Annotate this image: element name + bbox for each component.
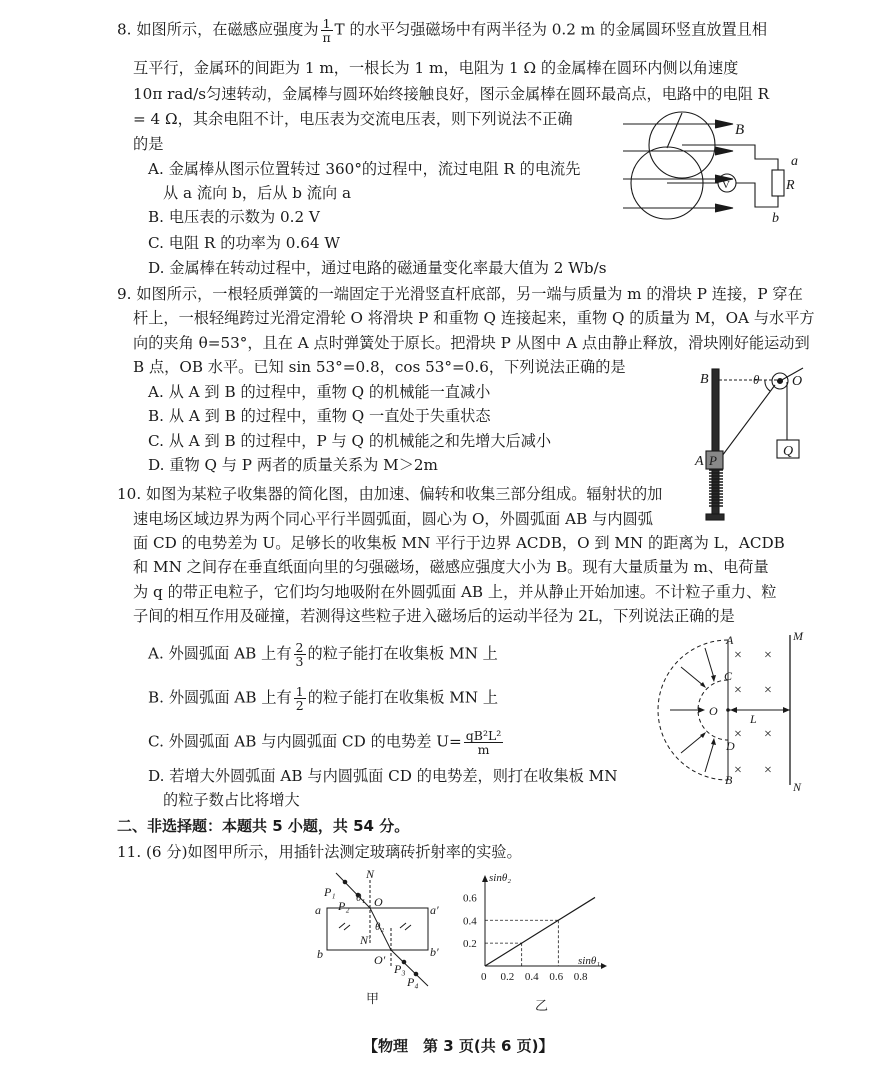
label-N: N (366, 867, 375, 881)
rope-to-P (722, 385, 775, 456)
svg-text:×: × (734, 727, 742, 742)
q11-glass-figure (312, 868, 452, 1008)
q10-line-2: 速电场区域边界为两个同心平行半圆弧面，圆心为 O，外圆弧面 AB 与内圆弧 (133, 510, 653, 528)
section-2-heading: 二、非选择题：本题共 5 小题，共 54 分。 (117, 817, 410, 835)
q10-line-6: 子间的相互作用及碰撞，若测得这些粒子进入磁场后的运动半径为 2L，下列说法正确的是 (133, 607, 735, 625)
pin-P1 (343, 880, 348, 885)
q10-line-1: 10. 如图为某粒子收集器的简化图，由加速、偏转和收集三部分组成。辐射状的加 (117, 485, 663, 503)
distance-label-L: L (750, 712, 757, 726)
point-label-A: A (695, 454, 704, 469)
q9-line-1: 9. 如图所示，一根轻质弹簧的一端固定于光滑竖直杆底部，另一端与质量为 m 的滑块 P 连接，P 穿在 (117, 285, 803, 303)
y-axis-label: sinθ₂ (489, 872, 512, 884)
q8-line-1 (117, 17, 767, 44)
y-tick-label: 0.6 (463, 892, 477, 905)
svg-text:×: × (764, 648, 772, 663)
option-c-fraction: $\frac{\text{qB²L²}}{m}$ (465, 728, 502, 757)
slider-label-P: P (709, 453, 717, 468)
q8-option-b: B. 电压表的示数为 0.2 V (148, 208, 320, 226)
q10-line-5: 为 q 的带正电粒子，它们均匀地吸附在外圆弧面 AB 上，并从静止开始加速。不计粒子重力、粒 (133, 583, 777, 601)
resistor-label: R (786, 178, 795, 193)
q8-fraction: $\frac{1}{\pi}$ (322, 16, 331, 45)
option-b-fraction: $\frac{1}{2}$ (295, 684, 304, 713)
label-P1: P₁ (324, 885, 336, 899)
svg-text:×: × (764, 763, 772, 778)
q8-option-a-1: A. 金属棒从图示位置转过 360°的过程中，流过电阻 R 的电流先 (148, 160, 581, 178)
label-b: b (317, 947, 323, 961)
spring (709, 470, 723, 506)
label-O: O (374, 895, 383, 909)
q9-option-a: A. 从 A 到 B 的过程中，重物 Q 的机械能一直减小 (148, 383, 491, 401)
label-P4: P₄ (407, 975, 419, 989)
y-tick-label: 0.2 (463, 938, 477, 951)
x-tick-label: 0.8 (573, 971, 588, 983)
q9-option-b: B. 从 A 到 B 的过程中，重物 Q 一直处于失重状态 (148, 407, 491, 425)
q11-line-1: 11. (6 分)如图甲所示，用插针法测定玻璃砖折射率的实验。 (117, 843, 522, 861)
q8-line-3: 10π rad/s匀速转动，金属棒与圆环始终接触良好，图示金属棒在圆环最高点，电路中的电阻 R (133, 85, 770, 103)
q9-pulley-figure (695, 362, 815, 527)
point-label-C: C (724, 669, 733, 683)
label-P2: P₂ (338, 899, 350, 913)
q9-line-3: 向的夹角 θ=53°，且在 A 点时弹簧处于原长。把滑块 P 从图中 A 点由静止释放，滑块刚好能运动到 (133, 334, 810, 352)
label-N-prime: N′ (360, 933, 371, 947)
x-tick-label: 0.2 (500, 971, 515, 983)
point-label-A: A (726, 633, 734, 647)
x-tick-label: 0.6 (549, 971, 564, 983)
option-a-fraction: $\frac{2}{3}$ (295, 640, 304, 669)
q10-line-3: 面 CD 的电势差为 U。足够长的收集板 MN 平行于边界 ACDB，O 到 MN 的距离为 L，ACDB (133, 534, 785, 552)
q9-line-2: 杆上，一根轻绳跨过光滑定滑轮 O 将滑块 P 和重物 Q 连接起来，重物 Q 的质量为 M，OA 与水平方 (133, 309, 815, 327)
pulley-label-O: O (792, 374, 803, 389)
svg-text:×: × (734, 763, 742, 778)
q10-collector-figure (650, 630, 810, 795)
q10-option-a: A. 外圆弧面 AB 上有 $\frac{2}{3}$ 的粒子能打在收集板 MN 上 (148, 640, 498, 669)
q10-option-d-1: D. 若增大外圆弧面 AB 与内圆弧面 CD 的电势差，则打在收集板 MN (148, 767, 618, 785)
q11-sin-chart (455, 868, 615, 1018)
svg-text:×: × (764, 683, 772, 698)
y-tick-label: 0.4 (463, 915, 477, 928)
label-P3: P₃ (394, 962, 406, 976)
x-axis-label: sinθ₁ (578, 955, 601, 967)
label-b-prime: b′ (430, 945, 439, 959)
rod-base (706, 514, 724, 520)
angle-arc (765, 380, 770, 391)
svg-text:×: × (734, 683, 742, 698)
caption-yi: 乙 (535, 998, 549, 1013)
voltmeter-label: V (722, 179, 730, 191)
weight-label-Q: Q (783, 444, 794, 459)
svg-text:×: × (734, 648, 742, 663)
label-theta2: θ₂ (375, 921, 385, 933)
label-theta1: θ₁ (356, 892, 366, 904)
x-tick-label: 0.4 (524, 971, 539, 983)
q10-line-4: 和 MN 之间存在垂直纸面向里的匀强磁场，磁感应强度大小为 B。现有大量质量为 m、电荷量 (133, 558, 769, 576)
point-label-D: D (726, 739, 735, 753)
center-label-O: O (709, 704, 718, 718)
point-label-B: B (700, 372, 709, 387)
wire-top (682, 145, 778, 170)
q10-option-b: B. 外圆弧面 AB 上有 $\frac{1}{2}$ 的粒子能打在收集板 MN 上 (148, 684, 499, 713)
point-label-B: B (725, 773, 733, 787)
q8-option-c: C. 电阻 R 的功率为 0.64 W (148, 234, 341, 252)
svg-text:×: × (764, 727, 772, 742)
node-label-a: a (791, 154, 798, 169)
q8-line-2: 互平行，金属环的间距为 1 m，一根长为 1 m，电阻为 1 Ω 的金属棒在圆环内侧以角速度 (133, 59, 739, 77)
caption-jia: 甲 (366, 991, 380, 1006)
page-footer: 【物理 第 3 页(共 6 页)】 (363, 1037, 554, 1055)
q9-option-d: D. 重物 Q 与 P 两者的质量关系为 M＞2m (148, 456, 438, 474)
label-a: a (315, 903, 321, 917)
q8-text-1a: 8. 如图所示，在磁感应强度为 (117, 20, 319, 39)
resistor-symbol (772, 170, 784, 196)
q10-option-d-2: 的粒子数占比将增大 (163, 791, 300, 809)
q9-line-4: B 点，OB 水平。已知 sin 53°=0.8，cos 53°=0.6，下列说法正确的是 (133, 358, 626, 376)
label-a-prime: a′ (430, 903, 439, 917)
q8-option-d: D. 金属棒在转动过程中，通过电路的磁通量变化率最大值为 2 Wb/s (148, 259, 607, 277)
label-O-prime: O′ (374, 953, 386, 967)
plate-label-N: N (793, 780, 802, 794)
q8-text-1b: T 的水平匀强磁场中有两半径为 0.2 m 的金属圆环竖直放置且相 (334, 20, 768, 39)
metal-rod (667, 113, 682, 148)
field-label-B: B (735, 122, 745, 138)
angle-label-theta: θ (753, 372, 760, 387)
q8-ring-figure (615, 108, 815, 226)
node-label-b: b (772, 211, 779, 226)
q9-option-c: C. 从 A 到 B 的过程中，P 与 Q 的机械能之和先增大后减小 (148, 432, 552, 450)
q8-option-a-2: 从 a 流向 b，后从 b 流向 a (163, 184, 352, 202)
x-tick-label: 0 (481, 971, 487, 983)
field-arrow-1 (715, 120, 733, 128)
q8-line-5: 的是 (133, 135, 164, 153)
plate-label-M: M (793, 629, 803, 643)
q10-option-c: C. 外圆弧面 AB 与内圆弧面 CD 的电势差 U= $\frac{\text{qB²L²}}{m}$ (148, 728, 502, 757)
q8-line-4: = 4 Ω，其余电阻不计，电压表为交流电压表，则下列说法不正确 (133, 110, 573, 128)
